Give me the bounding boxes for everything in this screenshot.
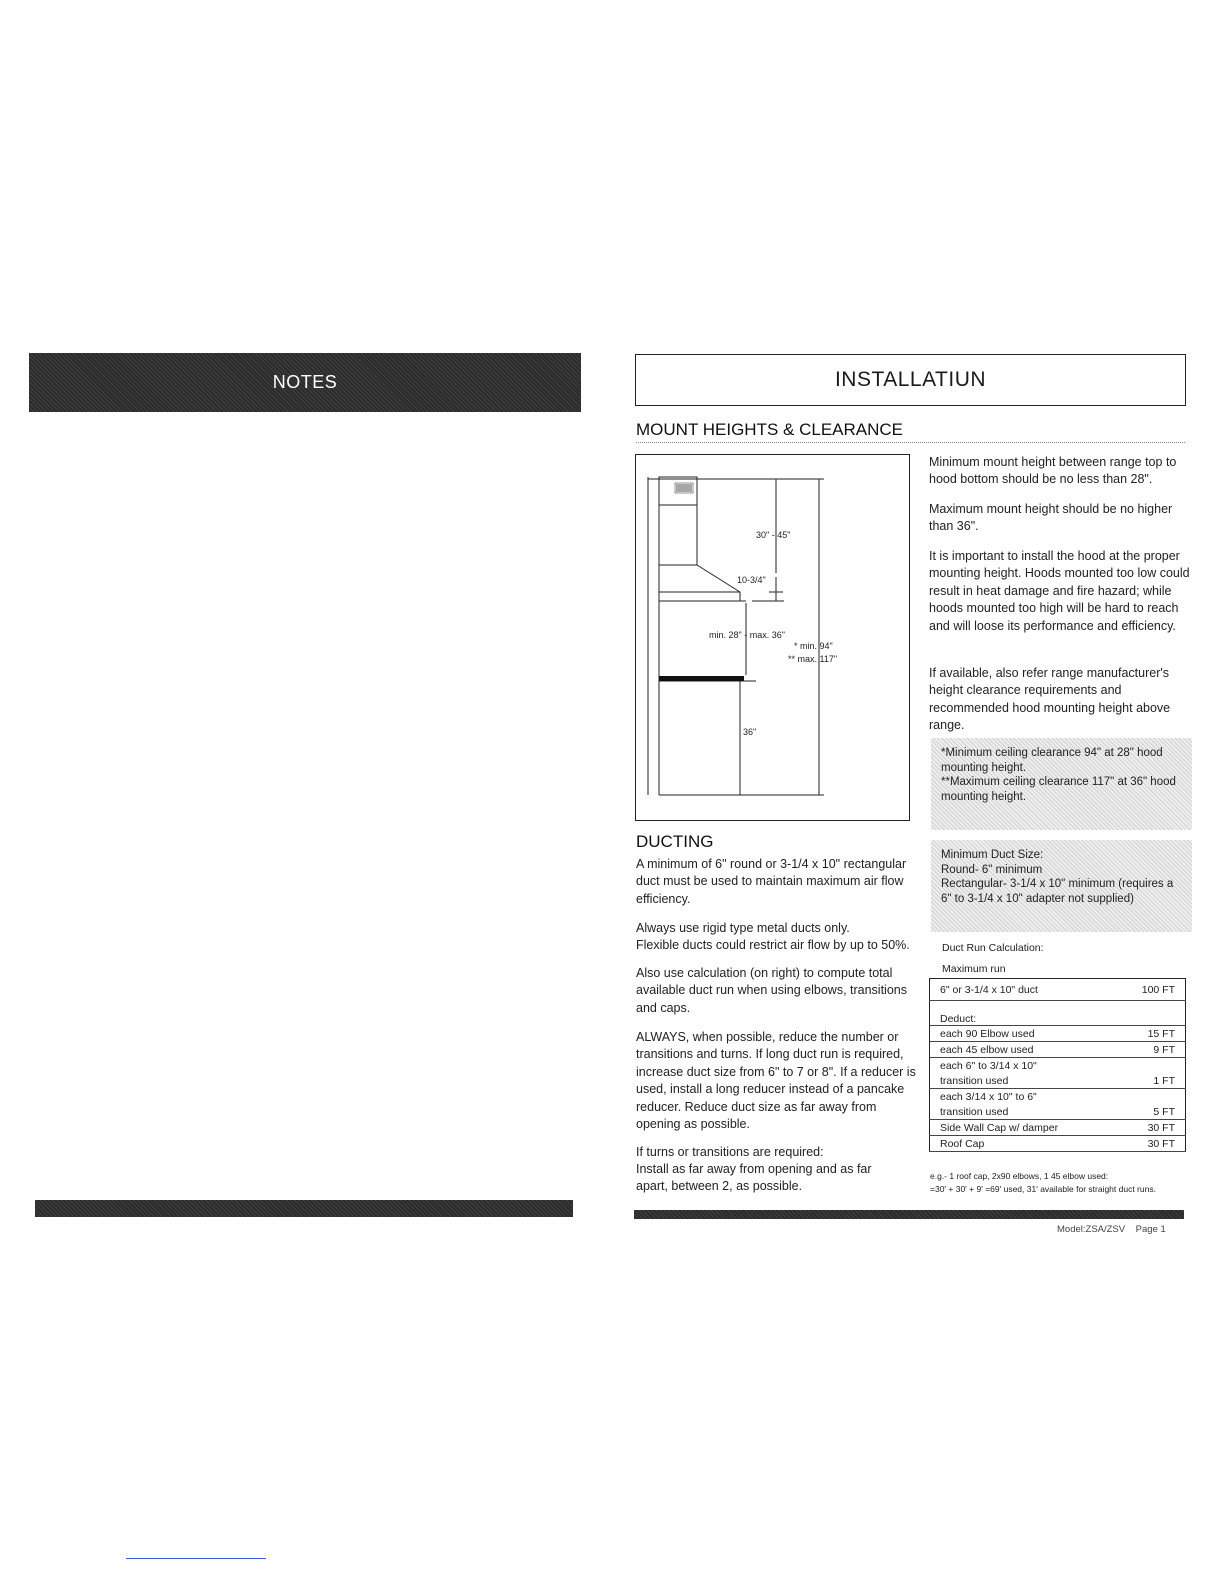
calc-title: Duct Run Calculation: xyxy=(942,942,1044,954)
ducting-para-6: If turns or transitions are required: xyxy=(636,1145,824,1159)
mount-para-2: Maximum mount height should be no higher than 36". xyxy=(929,502,1173,534)
table-row: Deduct: xyxy=(930,1001,1186,1026)
mount-para-4: If available, also refer range manufacturer's height clearance requirements and recommended hood mounting height above range. xyxy=(929,666,1171,733)
table-row: each 45 elbow used 9 FT xyxy=(930,1042,1186,1058)
min-duct-note xyxy=(931,840,1192,932)
ducting-para-4: Also use calculation (on right) to compute total available duct run when using elbows, transitions and caps. xyxy=(636,966,907,1015)
table-row: Side Wall Cap w/ damper 30 FT xyxy=(930,1120,1186,1136)
calc-example-line-2: =30' + 30' + 9' =69' used, 31' available for straight duct runs. xyxy=(930,1184,1156,1194)
table-row: transition used 5 FT xyxy=(930,1104,1186,1120)
label-ceiling-min: * min. 94" xyxy=(794,641,833,651)
label-mount: min. 28" - max. 36" xyxy=(709,630,785,640)
table-row: transition used 1 FT xyxy=(930,1073,1186,1089)
diagram-drawing xyxy=(636,455,909,820)
clearance-note-min: *Minimum ceiling clearance 94" at 28" hood mounting height. xyxy=(941,747,1163,774)
range-cooktop xyxy=(659,676,744,681)
page-footer: Model:ZSA/ZSV Page 1 xyxy=(1057,1224,1166,1235)
label-chimney: 30" - 45" xyxy=(756,530,791,540)
min-duct-rect: Rectangular- 3-1/4 x 10" minimum (requires a 6" to 3-1/4 x 10" adapter not supplied) xyxy=(941,878,1174,905)
label-ceiling-max: ** max. 117" xyxy=(788,654,838,664)
calc-example-line-1: e.g.- 1 roof cap, 2x90 elbows, 1 45 elbow used: xyxy=(930,1171,1109,1181)
min-duct-title: Minimum Duct Size: xyxy=(941,849,1044,861)
table-row: Roof Cap 30 FT xyxy=(930,1136,1186,1152)
table-row: each 90 Elbow used 15 FT xyxy=(930,1026,1186,1042)
ducting-para-7: Install as far away from opening and as far apart, between 2, as possible. xyxy=(636,1162,872,1194)
mount-para-3: It is important to install the hood at the proper mounting height. Hoods mounted too low could result in heat damage and fire hazard; while hoods mounted too high will be hard to reach and will loose its performance and efficiency. xyxy=(929,549,1190,633)
notes-banner xyxy=(29,353,581,412)
clearance-note-max: **Maximum ceiling clearance 117" at 36" hood mounting height. xyxy=(941,776,1176,803)
min-duct-round: Round- 6" minimum xyxy=(941,863,1043,876)
installation-header xyxy=(635,354,1186,406)
ducting-title: DUCTING xyxy=(636,832,714,851)
bottom-blue-line xyxy=(126,1558,266,1559)
calc-example xyxy=(930,1170,1156,1196)
chimney-vent-grille xyxy=(675,483,693,493)
ducting-para-2: Always use rigid type metal ducts only. xyxy=(636,921,850,935)
ducting-para-5: ALWAYS, when possible, reduce the number or transitions and turns. If long duct run is required, increase duct size from 6" to 7 or 8". If a reducer is used, install a long reducer instead of a pancake reducer. Reduce duct size as far away from opening as possible. xyxy=(636,1030,916,1132)
table-row: 6" or 3-1/4 x 10" duct 100 FT xyxy=(930,979,1186,1001)
notes-bottom-bar xyxy=(35,1200,573,1217)
clearance-note xyxy=(931,738,1192,830)
notes-title: NOTES xyxy=(272,372,338,392)
label-counter: 36" xyxy=(743,727,757,737)
mount-height-diagram xyxy=(635,454,910,821)
installation-title: INSTALLATIUN xyxy=(834,368,987,391)
mount-heights-title: MOUNT HEIGHTS & CLEARANCE xyxy=(636,420,904,439)
page-bottom-bar xyxy=(634,1210,1184,1219)
ducting-para-1: A minimum of 6" round or 3-1/4 x 10" rectangular duct must be used to maintain maximum air flow efficiency. xyxy=(636,857,907,906)
mount-para-1: Minimum mount height between range top to hood bottom should be no less than 28". xyxy=(929,455,1177,487)
table-row: each 6" to 3/14 x 10" xyxy=(940,1059,1037,1072)
max-run-label: Maximum run xyxy=(942,963,1006,975)
duct-run-table xyxy=(929,978,1186,1152)
label-hood: 10-3/4" xyxy=(737,575,766,585)
ducting-para-3: Flexible ducts could restrict air flow by up to 50%. xyxy=(636,938,910,952)
section-divider xyxy=(636,442,1185,443)
table-row: each 3/14 x 10" to 6" xyxy=(940,1090,1037,1103)
